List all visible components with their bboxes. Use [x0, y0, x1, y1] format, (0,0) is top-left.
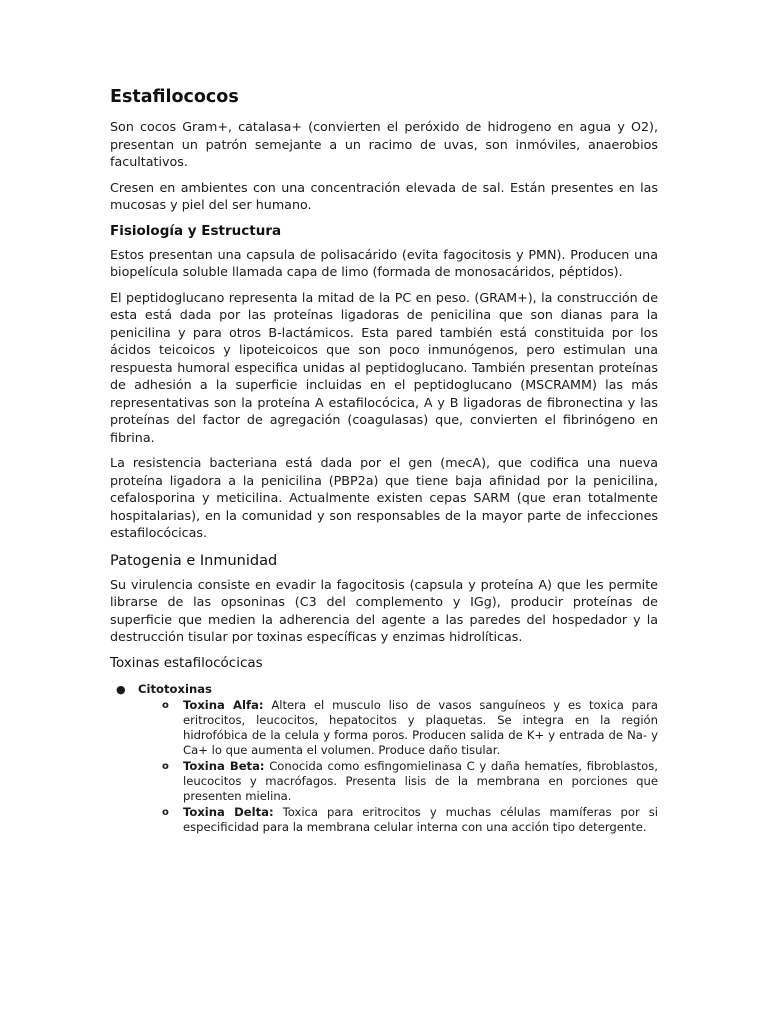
sublist-item	[162, 758, 658, 805]
fisiologia-paragraph-1: Estos presentan una capsula de polisacárido (evita fagocitosis y PMN). Producen una biopelícula soluble llamada capa de limo (formada de monosacáridos, péptidos).	[110, 246, 658, 279]
toxin-description: Altera el musculo liso de vasos sanguíneos y es toxica para eritrocitos, leucocitos, hepatocitos y plaquetas. Se integra en la región hidrofóbica de la celula y forma poros. Producen salida de K+ y entrada de Na- y Ca+ lo que aumenta el volumen. Produce daño tisular.	[183, 697, 658, 758]
patogenia-paragraph-1: Su virulencia consiste en evadir la fagocitosis (capsula y proteína A) que les permite librarse de las opsoninas (C3 del complemento y IGg), producir proteínas de superficie que medien la adherencia del agente a las paredes del hospedador y la destrucción tisular por toxinas específicas y enzimas hidrolíticas.	[110, 576, 658, 644]
toxin-name: Toxina Delta:	[183, 804, 274, 819]
document-page	[110, 80, 658, 835]
toxin-description: Toxica para eritrocitos y muchas células mamíferas por si especificidad para la membrana celular interna con una acción tipo detergente.	[183, 804, 658, 834]
sub-bullet-icon: o	[162, 760, 169, 772]
sub-bullet-icon: o	[162, 699, 169, 711]
heading-toxinas: Toxinas estafilocócicas	[110, 654, 263, 671]
document-title: Estafilococos	[110, 87, 239, 107]
heading-fisiologia: Fisiología y Estructura	[110, 222, 282, 239]
toxin-name: Toxina Alfa:	[183, 697, 264, 712]
toxin-name: Toxina Beta:	[183, 758, 265, 773]
list-item	[116, 681, 658, 836]
bullet-icon: ●	[116, 682, 126, 696]
citotoxinas-sublist	[138, 698, 658, 836]
sublist-item	[162, 697, 658, 759]
fisiologia-paragraph-3: La resistencia bacteriana está dada por el gen (mecA), que codifica una nueva proteína ligadora a la penicilina (PBP2a) que tiene baja afinidad por la penicilina, cefalosporina y meticilina. Actualmente existen cepas SARM (que eran totalmente hospitalarias), en la comunidad y son responsables de la mayor parte de infecciones estafilocócicas.	[110, 455, 658, 540]
fisiologia-paragraph-2: El peptidoglucano representa la mitad de la PC en peso. (GRAM+), la construcción de esta está dada por las proteínas ligadoras de penicilina que son dianas para la penicilina y para otros B-lactámicos. Esta pared también está constituida por los ácidos teicoicos y lipoteicoicos que son poco inmunógenos, pero estimulan una respuesta humoral especifica unidas al peptidoglucano. También presentan proteínas de adhesión a la superficie incluidas en el peptidoglucano (MSCRAMM) las más representativas son la proteína A estafilocócica, A y B ligadoras de fibronectina y las proteínas del factor de agregación (coagulasas) que, convierten el fibrinógeno en fibrina.	[110, 289, 658, 445]
toxinas-list	[110, 682, 658, 836]
sublist-item	[162, 804, 658, 836]
intro-paragraph-1: Son cocos Gram+, catalasa+ (convierten el peróxido de hidrogeno en agua y O2), presentan un patrón semejante a un racimo de uvas, son inmóviles, anaerobios facultativos.	[110, 119, 658, 169]
toxin-description: Conocida como esfingomielinasa C y daña hematíes, fibroblastos, leucocitos y macrófagos. Presenta lisis de la membrana en porciones que presenten mielina.	[183, 758, 658, 804]
intro-paragraph-2: Cresen en ambientes con una concentración elevada de sal. Están presentes en las mucosas y piel del ser humano.	[110, 179, 658, 212]
sub-bullet-icon: o	[162, 806, 169, 818]
list-item-title: Citotoxinas	[138, 681, 212, 696]
heading-patogenia: Patogenia e Inmunidad	[110, 552, 278, 569]
